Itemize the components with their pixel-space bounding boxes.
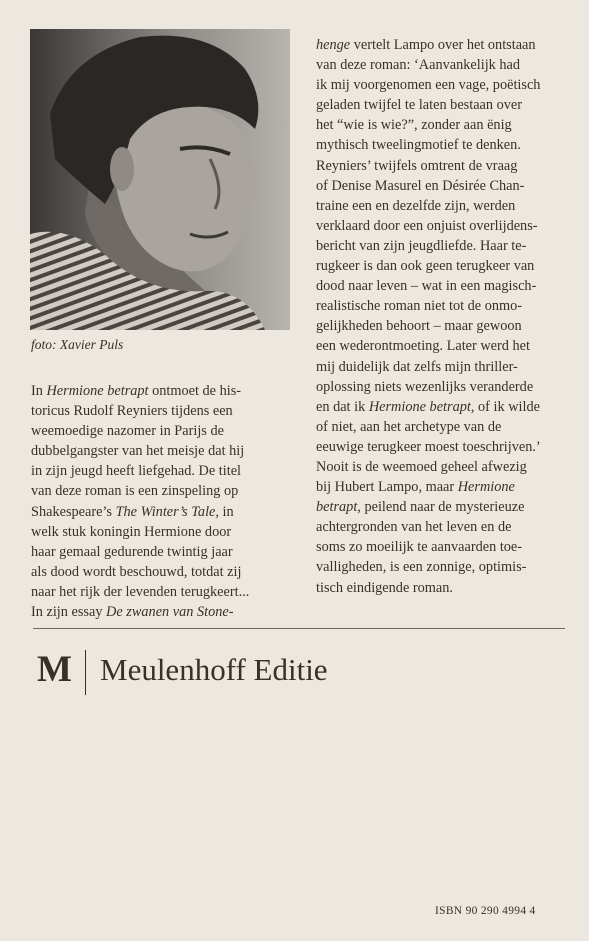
text-line (31, 562, 293, 582)
body-text: soms zo moeilijk te aanvaarden toe- (316, 539, 523, 556)
body-text: achtergronden van het leven en de (316, 519, 512, 536)
body-text: oplossing niets wezenlijks veranderde (316, 378, 534, 395)
text-line (316, 336, 578, 356)
text-line (316, 95, 578, 115)
text-line (31, 522, 293, 542)
body-text: het “wie is wie?”, zonder aan ënig (316, 117, 512, 134)
blurb-left-column (31, 381, 293, 622)
body-text: valligheden, is een zonnige, optimis- (316, 559, 527, 576)
text-line (316, 417, 578, 437)
divider-rule (33, 628, 565, 629)
blurb-right-column (316, 35, 578, 598)
text-line (31, 502, 293, 522)
body-text: Shakespeare’s (31, 503, 116, 520)
body-text: rugkeer is dan ook geen terugkeer van (316, 258, 535, 275)
text-line (316, 35, 578, 55)
italic-title-text: De zwanen van Stone- (106, 604, 234, 621)
photo-caption: foto: Xavier Puls (31, 337, 124, 352)
body-text: In (31, 383, 47, 399)
text-line (316, 55, 578, 75)
body-text: eeuwige terugkeer moest toeschrijven.’ (316, 438, 541, 455)
author-portrait-image (30, 29, 290, 330)
body-text: vertelt Lampo over het ontstaan (350, 37, 536, 53)
body-text: als dood wordt beschouwd, totdat zij (31, 563, 242, 580)
text-line (316, 578, 578, 598)
text-line (31, 421, 293, 441)
italic-title-text: Hermione betrapt, (368, 398, 475, 415)
body-text: een wederontmoeting. Later werd het (316, 338, 530, 355)
text-line (316, 537, 578, 557)
text-line (31, 401, 293, 421)
italic-title-text: betrapt, (316, 499, 361, 516)
body-text: van deze roman is een zinspeling op (31, 483, 239, 500)
body-text: in zijn jeugd heeft liefgehad. De titel (31, 463, 242, 480)
text-line (31, 542, 293, 562)
body-text: mythisch tweelingmotief te denken. (316, 137, 521, 154)
body-text: naar het rijk der levenden terugkeert... (31, 583, 250, 600)
body-text: traine een en dezelfde zijn, werden (316, 197, 516, 214)
body-text: of ik wilde (474, 398, 540, 415)
publisher-logo-mark: M (37, 649, 72, 690)
text-line (316, 357, 578, 377)
body-text: peilend naar de mysterieuze (360, 499, 525, 516)
text-line (316, 437, 578, 457)
text-line (316, 316, 578, 336)
text-line (316, 196, 578, 216)
text-line (31, 381, 293, 401)
body-text: haar gemaal gedurende twintig jaar (31, 543, 233, 560)
author-photo (30, 29, 290, 330)
body-text: weemoedige nazomer in Parijs de (31, 423, 224, 440)
body-text: of niet, aan het archetype van de (316, 418, 502, 435)
text-line (316, 517, 578, 537)
body-text: bij Hubert Lampo, maar (316, 479, 458, 496)
publisher-series-name: Meulenhoff Editie (100, 652, 328, 687)
text-line (316, 377, 578, 397)
body-text: dubbelgangster van het meisje dat hij (31, 443, 245, 460)
text-line (316, 296, 578, 316)
body-text: toricus Rudolf Reyniers tijdens een (31, 403, 233, 420)
body-text: gelijkheden behoort – maar gewoon (316, 318, 522, 335)
body-text: In zijn essay (31, 604, 107, 621)
text-line (316, 397, 578, 417)
body-text: in (218, 503, 234, 520)
body-text: geladen twijfel te laten bestaan over (316, 97, 523, 114)
body-text: tisch eindigende roman. (316, 579, 453, 596)
body-text: mij duidelijk dat zelfs mijn thriller- (316, 358, 518, 375)
italic-title-text: Hermione (457, 479, 515, 496)
text-line (316, 477, 578, 497)
logo-separator (85, 650, 86, 695)
text-line (316, 557, 578, 577)
text-line (31, 602, 293, 622)
text-line (316, 216, 578, 236)
body-text: bericht van zijn jeugdliefde. Haar te- (316, 237, 527, 254)
italic-title-text: henge (316, 37, 351, 53)
body-text: verklaard door een onjuist overlijdens- (316, 217, 538, 234)
body-text: Nooit is de weemoed geheel afwezig (316, 458, 527, 475)
text-line (316, 236, 578, 256)
text-line (31, 441, 293, 461)
text-line (316, 115, 578, 135)
text-line (316, 156, 578, 176)
text-line (31, 461, 293, 481)
body-text: dood naar leven – wat in een magisch- (316, 278, 537, 295)
text-line (316, 256, 578, 276)
text-line (316, 176, 578, 196)
text-line (316, 457, 578, 477)
body-text: ontmoet de his- (148, 383, 242, 399)
text-line (316, 497, 578, 517)
italic-title-text: Hermione betrapt (46, 383, 149, 399)
text-line (316, 135, 578, 155)
body-text: realistische roman niet tot de onmo- (316, 298, 523, 315)
isbn-number: ISBN 90 290 4994 4 (435, 905, 536, 917)
body-text: welk stuk koningin Hermione door (31, 523, 232, 540)
text-line (316, 75, 578, 95)
italic-title-text: The Winter’s Tale, (115, 503, 219, 520)
text-line (31, 582, 293, 602)
body-text: ik mij voorgenomen een vage, poëtisch (316, 77, 541, 94)
body-text: van deze roman: ‘Aanvankelijk had (316, 57, 521, 74)
body-text: of Denise Masurel en Désirée Chan- (316, 177, 525, 194)
text-line (316, 276, 578, 296)
body-text: en dat ik (316, 398, 369, 415)
text-line (31, 481, 293, 501)
body-text: Reyniers’ twijfels omtrent de vraag (316, 157, 518, 174)
